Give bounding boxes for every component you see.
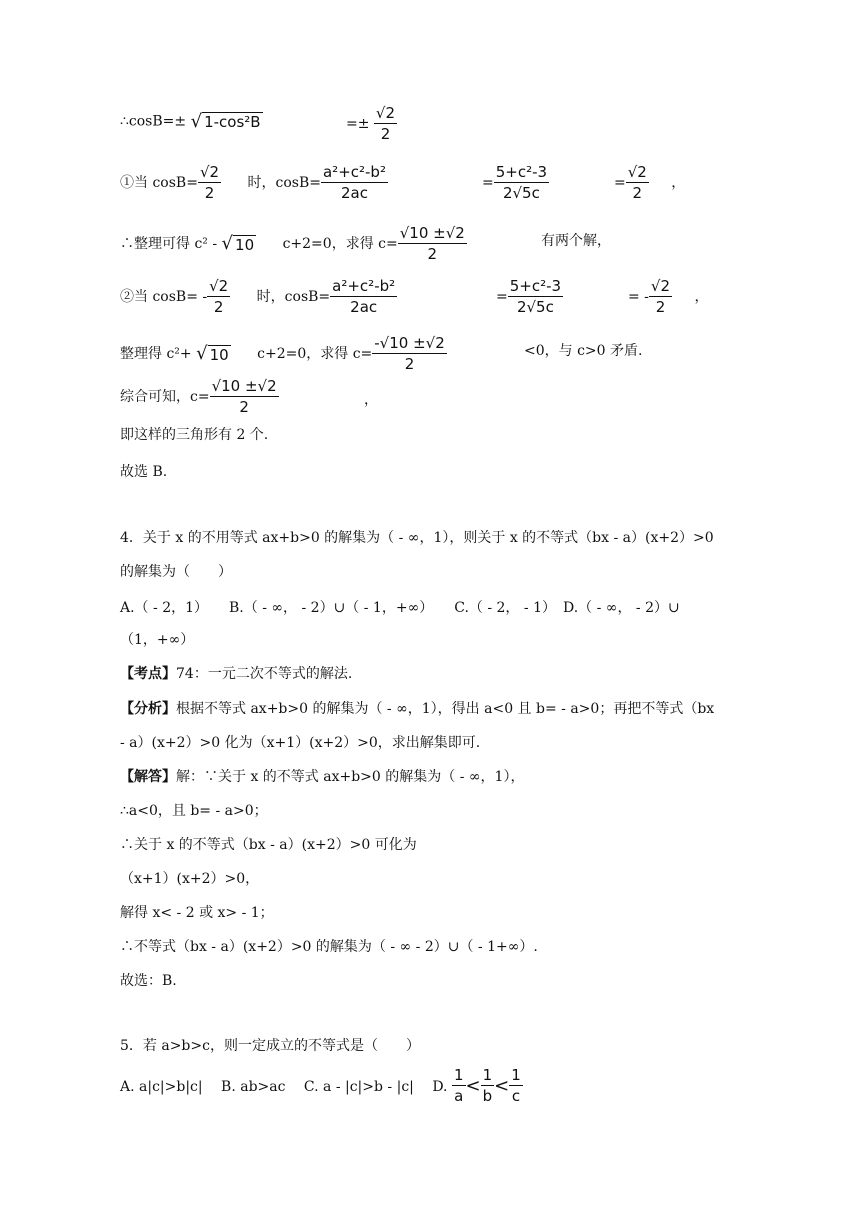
solution-answer: 故选 B. — [120, 464, 168, 480]
text: ， — [694, 289, 709, 305]
question-4-stem-line-2: 的解集为（ ） — [120, 564, 232, 580]
text: ∴cosB=± — [120, 113, 187, 130]
text: c+2=0，求得 c= — [282, 236, 398, 252]
radical: √ 1-cos²B — [190, 110, 261, 132]
question-4-jieda-line-1 — [120, 767, 524, 787]
question-5-options — [120, 1068, 523, 1104]
question-4-jieda-line-3: ∴关于 x 的不等式（bx - a）(x+2）>0 可化为 — [120, 837, 417, 853]
fraction: $\frac{\text{5+c²-3}}{2√5c}$ — [495, 163, 548, 202]
question-4-jieda-line-4: （x+1）(x+2）>0， — [120, 871, 260, 887]
solution-contradiction: <0，与 c>0 矛盾. — [524, 343, 643, 359]
question-4-fenxi-line-1 — [120, 699, 714, 719]
question-4-jieda-line-2: ∴a<0，且 b= - a>0； — [120, 803, 268, 819]
fraction: $\frac{√10 \pm√2}{2}$ — [399, 224, 465, 263]
solution-case-1 — [120, 165, 388, 201]
question-4-jieda-line-7: 故选：B. — [120, 973, 177, 989]
text: ， — [671, 175, 686, 191]
fraction: $\frac{1}{c}$ — [511, 1066, 521, 1105]
fraction: $\frac{√2}{2}$ — [650, 277, 671, 316]
fraction: $\frac{-√10 \pm√2}{2}$ — [374, 334, 445, 373]
radical: √ 10 — [221, 233, 255, 255]
radicand: 10 — [235, 235, 255, 254]
solution-case-2-result — [628, 279, 708, 315]
label: 【考点】 — [120, 666, 176, 682]
label: 【解答】 — [120, 769, 176, 785]
question-4-fenxi-line-2: - a）(x+2）>0 化为（x+1）(x+2）>0，求出解集即可. — [120, 735, 481, 751]
text: = - — [628, 289, 649, 305]
question-4-stem-line-1: 4．关于 x 的不用等式 ax+b>0 的解集为（ - ∞，1），则关于 x 的不等式（bx - a）(x+2）>0 — [120, 530, 714, 546]
radical: √ 10 — [196, 343, 229, 365]
fraction: $\frac{\text{5+c²-3}}{2√5c}$ — [509, 277, 562, 316]
solution-case-2 — [120, 279, 397, 315]
solution-conclusion — [120, 379, 279, 415]
text: 74：一元二次不等式的解法. — [176, 666, 353, 682]
solution-case-1-eq — [482, 165, 549, 201]
question-4-options-line-1: A.（ - 2，1） B.（ - ∞， - 2）∪（ - 1，+∞） C.（ - 2， - 1） D.（ - ∞， - 2）∪ — [120, 600, 680, 616]
fraction: $\frac{√2}{2}$ — [209, 277, 229, 316]
radicand: 10 — [209, 345, 229, 364]
solution-line-cosb-value — [346, 106, 397, 142]
fraction: $\frac{√10 \pm√2}{2}$ — [211, 377, 277, 416]
solution-two-solutions: 有两个解， — [541, 233, 611, 249]
question-4-kaodian — [120, 664, 352, 684]
text: =± — [346, 116, 370, 132]
fraction: $\frac{\text{a²+c²-b²}}{2ac}$ — [332, 277, 396, 316]
fraction: $\frac{\text{a²+c²-b²}}{2ac}$ — [322, 163, 386, 202]
solution-case-1-result — [614, 165, 685, 201]
text: = — [482, 175, 494, 191]
text: ∴整理可得 c² - — [120, 236, 218, 252]
solution-case-2-eq — [496, 279, 563, 315]
text: ， — [364, 392, 378, 408]
fraction: $\frac{√2}{2}$ — [199, 163, 220, 202]
text: c+2=0，求得 c= — [257, 346, 373, 362]
solution-count: 即这样的三角形有 2 个. — [120, 427, 269, 443]
question-4-options-line-2: （1，+∞） — [120, 632, 195, 648]
fraction: $\frac{1}{a}$ — [453, 1066, 464, 1105]
text: 根据不等式 ax+b>0 的解集为（ - ∞，1），得出 a<0 且 b= - a>0；再把不等式（bx — [176, 701, 715, 717]
label: 【分析】 — [120, 701, 176, 717]
fraction: $\frac{√2}{2}$ — [375, 104, 396, 143]
fraction: $\frac{√2}{2}$ — [627, 163, 647, 202]
fraction: $\frac{1}{b}$ — [482, 1066, 493, 1105]
text: < — [494, 1075, 510, 1097]
solution-line-cosb — [120, 112, 263, 131]
text: 时，cosB= — [256, 289, 331, 305]
solution-quadratic-1 — [120, 226, 467, 262]
text: ①当 cosB= — [120, 175, 198, 191]
text: ②当 cosB= - — [120, 289, 208, 305]
text: 解：∵关于 x 的不等式 ax+b>0 的解集为（ - ∞，1）， — [176, 769, 525, 785]
solution-quadratic-2 — [120, 336, 447, 372]
question-4-jieda-line-5: 解得 x< - 2 或 x> - 1； — [120, 905, 274, 921]
text: = — [496, 289, 508, 305]
question-5-stem: 5．若 a>b>c，则一定成立的不等式是（ ） — [120, 1038, 420, 1054]
text: 综合可知，c= — [120, 389, 210, 405]
text: = — [614, 175, 626, 191]
question-4-jieda-line-6: ∴不等式（bx - a）(x+2）>0 的解集为（ - ∞ - 2）∪（ - 1+∞）. — [120, 939, 538, 955]
text: A. a|c|>b|c| B. ab>ac C. a - |c|>b - |c| D. — [120, 1079, 448, 1095]
text: 时，cosB= — [247, 175, 321, 191]
text: < — [465, 1075, 481, 1097]
text: 整理得 c²+ — [120, 346, 192, 362]
radicand: 1-cos²B — [204, 113, 261, 131]
